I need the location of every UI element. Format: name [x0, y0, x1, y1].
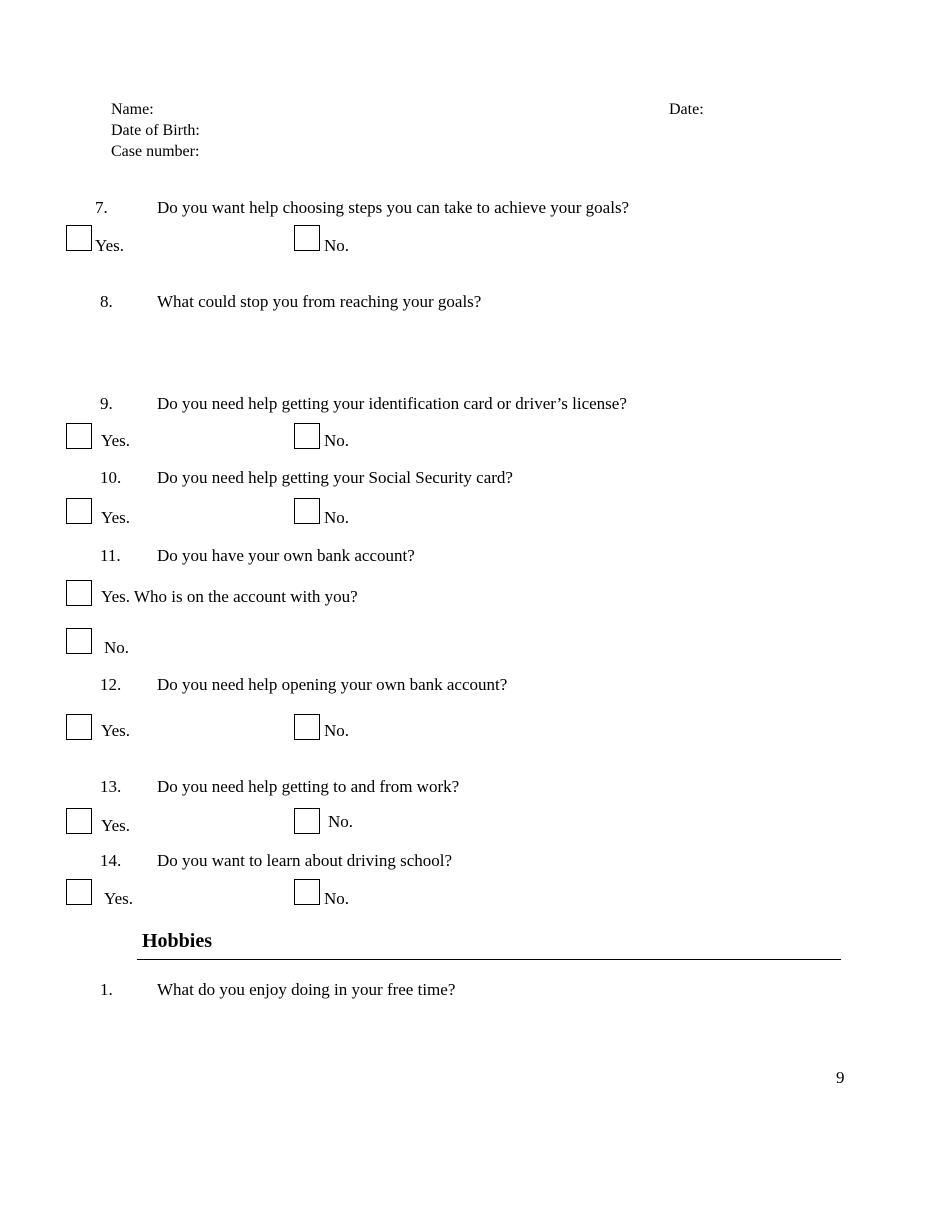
- question-text: What could stop you from reaching your goals?: [157, 292, 482, 311]
- question-number: 7.: [95, 198, 108, 217]
- q10-yes-checkbox[interactable]: [66, 498, 92, 524]
- q9-yes-label: Yes.: [101, 431, 130, 450]
- question-text: Do you need help getting to and from work?: [157, 777, 460, 796]
- q10-yes-label: Yes.: [101, 508, 130, 527]
- q12-yes-checkbox[interactable]: [66, 714, 92, 740]
- question-text: Do you want to learn about driving school?: [157, 851, 453, 870]
- q10-no-checkbox[interactable]: [294, 498, 320, 524]
- date-of-birth-label: Date of Birth:: [111, 122, 200, 139]
- question-number: 13.: [100, 777, 122, 796]
- q7-yes-checkbox[interactable]: [66, 225, 92, 251]
- section-divider: [137, 959, 841, 960]
- q11-yes-checkbox[interactable]: [66, 580, 92, 606]
- question-text: Do you need help getting your Social Security card?: [157, 468, 513, 487]
- q14-yes-checkbox[interactable]: [66, 879, 92, 905]
- q14-yes-label: Yes.: [104, 889, 133, 908]
- question-number: 12.: [100, 675, 122, 694]
- q14-no-checkbox[interactable]: [294, 879, 320, 905]
- q13-no-label: No.: [328, 812, 354, 831]
- question-text: Do you have your own bank account?: [157, 546, 415, 565]
- q12-yes-label: Yes.: [101, 721, 130, 740]
- case-number-label: Case number:: [111, 143, 200, 160]
- page-number: 9: [836, 1068, 845, 1087]
- question-number: 11.: [100, 546, 121, 565]
- question-number: 14.: [100, 851, 122, 870]
- question-text: What do you enjoy doing in your free time?: [157, 980, 456, 999]
- q11-no-checkbox[interactable]: [66, 628, 92, 654]
- question-text: Do you want help choosing steps you can take to achieve your goals?: [157, 198, 630, 217]
- q14-no-label: No.: [324, 889, 350, 908]
- q9-no-label: No.: [324, 431, 350, 450]
- q9-yes-checkbox[interactable]: [66, 423, 92, 449]
- q7-no-checkbox[interactable]: [294, 225, 320, 251]
- name-label: Name:: [111, 101, 154, 118]
- q12-no-checkbox[interactable]: [294, 714, 320, 740]
- q10-no-label: No.: [324, 508, 350, 527]
- question-text: Do you need help opening your own bank account?: [157, 675, 508, 694]
- q12-no-label: No.: [324, 721, 350, 740]
- q7-yes-label: Yes.: [95, 236, 124, 255]
- question-number: 9.: [100, 394, 113, 413]
- q13-no-checkbox[interactable]: [294, 808, 320, 834]
- question-number: 8.: [100, 292, 113, 311]
- date-label: Date:: [669, 101, 704, 118]
- q9-no-checkbox[interactable]: [294, 423, 320, 449]
- question-number: 10.: [100, 468, 122, 487]
- q7-no-label: No.: [324, 236, 350, 255]
- q11-no-label: No.: [104, 638, 130, 657]
- question-number: 1.: [100, 980, 113, 999]
- q13-yes-label: Yes.: [101, 816, 130, 835]
- question-text: Do you need help getting your identification card or driver’s license?: [157, 394, 627, 413]
- q11-yes-label: Yes. Who is on the account with you?: [101, 587, 358, 606]
- q13-yes-checkbox[interactable]: [66, 808, 92, 834]
- hobbies-heading: Hobbies: [142, 930, 213, 952]
